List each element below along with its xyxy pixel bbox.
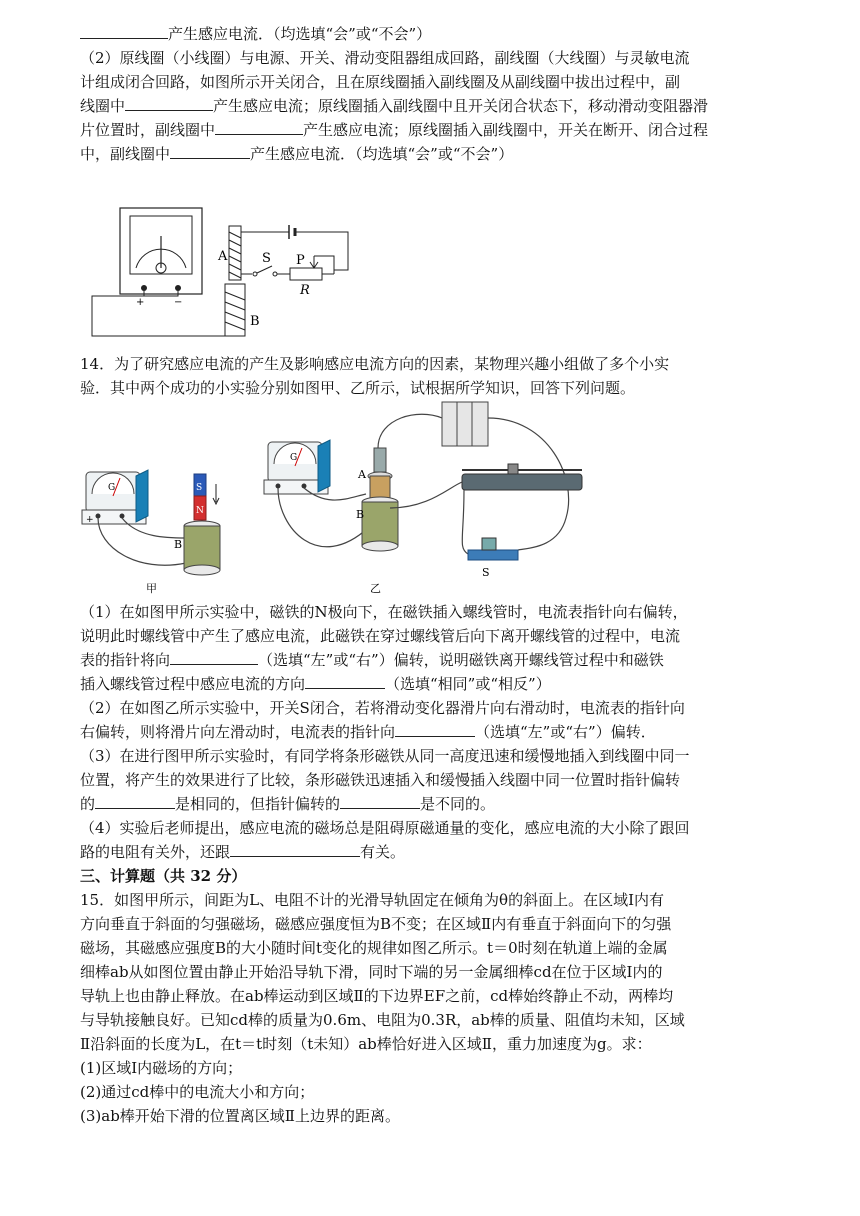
answer-blank[interactable] [170,648,258,665]
text-line: Ⅱ沿斜面的长度为L，在t＝t时刻（t未知）ab棒恰好进入区域Ⅱ，重力加速度为g。求： [80,1035,652,1053]
answer-blank[interactable] [305,672,385,689]
magnet-n-label: N [196,506,204,516]
text-line: （2）在如图乙所示实验中，开关S闭合，若将滑动变化器滑片向右滑动时，电流表的指针向 [80,699,685,717]
answer-blank[interactable] [170,142,250,159]
text-line: 插入螺线管过程中感应电流的方向 （选填“相同”或“相反”） [80,672,780,696]
caption-jia: 甲 [146,582,157,595]
rheostat-r-label: R [300,283,310,298]
switch-s-label: S [482,566,490,579]
text-line: 与导轨接触良好。已知cd棒的质量为0.6m、电阻为0.3R，ab棒的质量、阻值均未知，区域 [80,1011,685,1029]
galvanometer-g-label: G [108,483,116,493]
text-line: 细棒ab从如图位置由静止开始沿导轨下滑，同时下端的另一金属细棒cd在位于区域Ⅰ内的 [80,963,663,981]
question-15: 15．如图甲所示，间距为L、电阻不计的光滑导轨固定在倾角为θ的斜面上。在区域Ⅰ内有 [80,891,665,909]
text-line: 位置，将产生的效果进行了比较，条形磁铁迅速插入和缓慢插入线圈中同一位置时指针偏转 [80,771,681,789]
coil-b-label: B [356,508,365,521]
experiment-figures [78,398,598,598]
text-line: 表的指针将向 （选填“左”或“右”）偏转，说明磁铁离开螺线管过程中和磁铁 [80,648,780,672]
coil-b-label: B [174,538,183,551]
text-line: 右偏转，则将滑片向左滑动时，电流表的指针向 （选填“左”或“右”）偏转． [80,720,780,744]
text-line: 计组成闭合回路，如图所示开关闭合，且在原线圈插入副线圈及从副线圈中拔出过程中，副 [80,73,681,91]
magnet-s-label: S [196,483,203,493]
coil-a-label: A [358,468,366,481]
text-line: 磁场，其磁感应强度B的大小随时间t变化的规律如图乙所示。t＝0时刻在轨道上端的金属 [80,939,668,957]
text-line: 验．其中两个成功的小实验分别如图甲、乙所示，试根据所学知识，回答下列问题。 [80,379,636,397]
meter-plus-label: + [136,297,145,308]
induction-circuit-figure [84,170,384,350]
coil-b-label: B [250,314,260,329]
answer-blank[interactable] [340,792,420,809]
text-line: 线圈中 产生感应电流；原线圈插入副线圈中且开关闭合状态下，移动滑动变阻器滑 [80,94,780,118]
meter-plus-label: + [86,515,94,525]
coil-a-label: A [218,249,228,264]
text-line: 方向垂直于斜面的匀强磁场，磁感应强度恒为B不变；在区域Ⅱ内有垂直于斜面向下的匀强 [80,915,672,933]
switch-s-label: S [262,251,271,266]
text-line: 说明此时螺线管中产生了感应电流，此磁铁在穿过螺线管后向下离开螺线管的过程中，电流 [80,627,681,645]
sub-question: (3)ab棒开始下滑的位置离区域Ⅱ上边界的距离。 [80,1107,400,1125]
slider-p-label: P [296,253,305,268]
text-line: （4）实验后老师提出，感应电流的磁场总是阻碍原磁通量的变化，感应电流的大小除了跟回 [80,819,690,837]
galvanometer-g-label: G [290,453,298,463]
text-line: 中，副线圈中 产生感应电流．（均选填“会”或“不会”） [80,142,780,166]
answer-blank[interactable] [95,792,175,809]
answer-blank[interactable] [80,22,168,39]
answer-blank[interactable] [395,720,475,737]
text-line: 片位置时，副线圈中 产生感应电流；原线圈插入副线圈中，开关在断开、闭合过程 [80,118,780,142]
answer-blank[interactable] [125,94,213,111]
text-line: （2）原线圈（小线圈）与电源、开关、滑动变阻器组成回路，副线圈（大线圈）与灵敏电流 [80,49,690,67]
text-line: 的 是相同的，但指针偏转的 是不同的。 [80,792,780,816]
question-14: 14．为了研究感应电流的产生及影响感应电流方向的因素，某物理兴趣小组做了多个小实 [80,355,670,373]
text-line: 产生感应电流．（均选填“会”或“不会”） [80,22,780,46]
text-line: 路的电阻有关外，还跟 有关。 [80,840,780,864]
meter-minus-label: − [174,297,183,308]
sub-question: (2)通过cd棒中的电流大小和方向； [80,1083,315,1101]
answer-blank[interactable] [215,118,303,135]
sub-question: (1)区域Ⅰ内磁场的方向； [80,1059,243,1077]
caption-yi: 乙 [370,582,381,595]
text-line: 导轨上也由静止释放。在ab棒运动到区域Ⅱ的下边界EF之前，cd棒始终静止不动，两棒均 [80,987,674,1005]
text-line: （1）在如图甲所示实验中，磁铁的N极向下，在磁铁插入螺线管时，电流表指针向右偏转， [80,603,688,621]
text-line: （3）在进行图甲所示实验时，有同学将条形磁铁从同一高度迅速和缓慢地插入到线圈中同一 [80,747,690,765]
answer-blank[interactable] [230,840,360,857]
section-heading: 三、计算题（共 32 分） [80,867,247,885]
